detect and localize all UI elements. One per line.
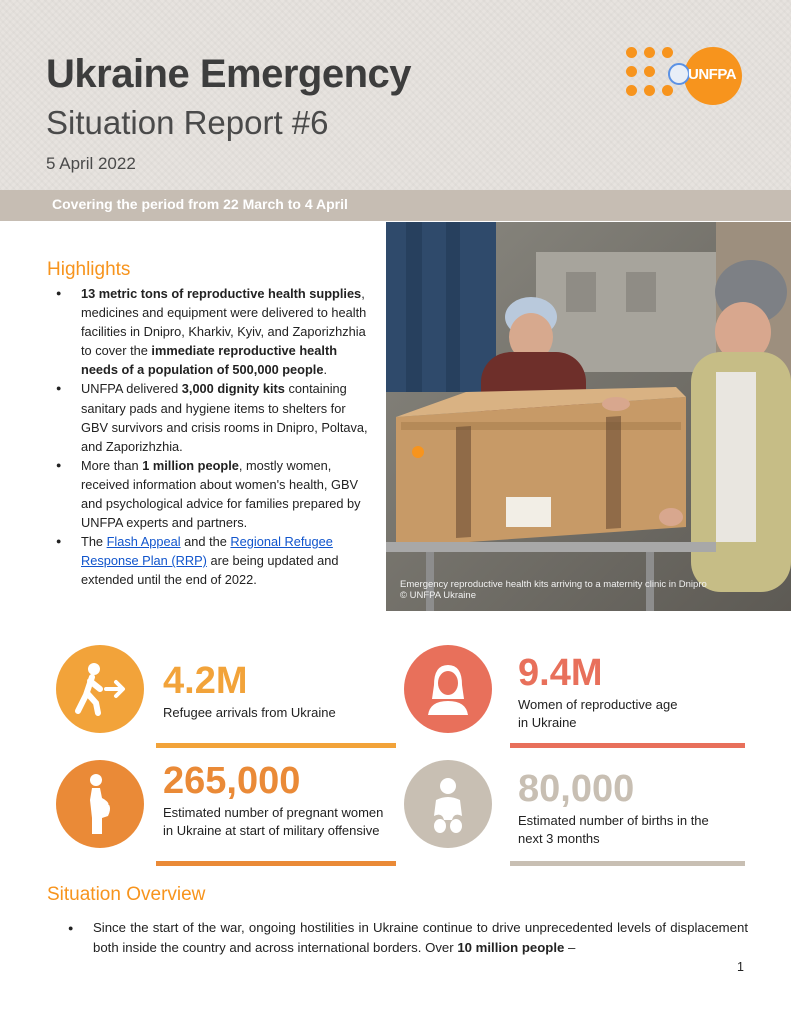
- highlights-list: [56, 284, 376, 590]
- hero-photo: [386, 222, 791, 611]
- bullet-dot: ●: [68, 923, 74, 933]
- stat-value-women: 9.4M: [518, 652, 603, 694]
- stat-label-pregnant: Estimated number of pregnant women in Ukraine at start of military offensive: [163, 805, 384, 838]
- report-subtitle: Situation Report #6: [46, 104, 329, 141]
- list-item: [56, 456, 376, 532]
- list-item: [56, 532, 376, 589]
- highlights-heading: Highlights: [47, 259, 131, 280]
- stat-value-refugees: 4.2M: [163, 660, 248, 702]
- stat-label-women: Women of reproductive age in Ukraine: [518, 697, 678, 730]
- highlight-text: More than: [81, 457, 143, 473]
- woman-icon: [404, 645, 492, 733]
- baby-icon: [404, 760, 492, 848]
- highlight-text: containing sanitary pads and hygiene items to shelters for GBV survivors and crisis rooms in Dnipro, Poltava, and Zaporizhzhia.: [81, 381, 368, 454]
- highlight-text: UNFPA delivered: [81, 381, 182, 397]
- un-emblem-icon: [668, 63, 690, 85]
- stat-label-refugees: Refugee arrivals from Ukraine: [163, 705, 336, 720]
- flash-appeal-link[interactable]: Flash Appeal: [106, 534, 181, 550]
- highlight-text: The: [81, 534, 107, 550]
- highlight-text: .: [323, 362, 328, 378]
- photo-credit: © UNFPA Ukraine: [400, 590, 476, 601]
- stat-divider: [156, 861, 396, 866]
- highlight-bold: 1 million people: [142, 457, 239, 473]
- report-date: 5 April 2022: [46, 154, 136, 173]
- photo-caption: [400, 579, 707, 601]
- overview-text: [93, 918, 748, 958]
- stat-label-births: Estimated number of births in the next 3 months: [518, 813, 709, 846]
- period-banner: [0, 190, 791, 221]
- stat-value-births: 80,000: [518, 768, 635, 810]
- highlight-bold: 13 metric tons of reproductive health supplies: [81, 286, 362, 301]
- overview-paragraph: [68, 918, 748, 958]
- refugee-walking-icon: [56, 645, 144, 733]
- photo-illustration: [386, 222, 791, 611]
- stat-value-pregnant: 265,000: [163, 760, 301, 802]
- overview-text-end: –: [564, 940, 576, 955]
- highlight-text: , medicines and equipment were delivered to health facilities in Dnipro, Kharkiv, Kyiv, and Zaporizhzhia to cover the: [81, 286, 367, 359]
- photo-caption-text: Emergency reproductive health kits arriving to a maternity clinic in Dnipro: [400, 579, 707, 590]
- logo-text: UNFPA: [688, 66, 737, 83]
- unfpa-logo: [624, 44, 750, 104]
- highlight-bold: 3,000 dignity kits: [181, 381, 285, 397]
- rrp-link[interactable]: Regional Refugee Response Plan (RRP): [81, 534, 333, 569]
- highlight-text: are being updated and extended until the end of 2022.: [81, 553, 339, 588]
- list-item: [56, 379, 376, 455]
- list-item: [56, 284, 376, 379]
- report-title: Ukraine Emergency: [46, 52, 412, 96]
- overview-text-start: Since the start of the war, ongoing hostilities in Ukraine continue to drive unprecedented levels of displacement both inside the country and across international borders. Over: [93, 920, 748, 955]
- stat-divider: [510, 861, 745, 866]
- stat-divider: [510, 743, 745, 748]
- overview-bold: 10 million people: [457, 940, 565, 955]
- overview-heading: Situation Overview: [47, 884, 206, 905]
- highlight-bold: immediate reproductive health needs of a population of 500,000 people: [81, 343, 338, 378]
- stat-divider: [156, 743, 396, 748]
- highlight-text: and the: [180, 534, 231, 550]
- period-text: Covering the period from 22 March to 4 April: [52, 196, 348, 212]
- highlight-text: , mostly women, received information about women's health, GBV and psychological advice for families prepared by UNFPA experts and partners.: [81, 457, 361, 531]
- page-number: 1: [737, 960, 744, 974]
- pregnant-woman-icon: [56, 760, 144, 848]
- report-header: [0, 0, 791, 190]
